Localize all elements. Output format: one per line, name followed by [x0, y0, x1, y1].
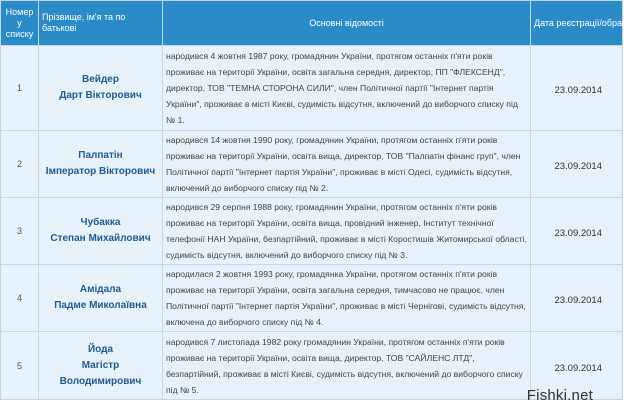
header-name: Прізвище, ім'я та по батькові [39, 1, 163, 46]
row-number: 5 [1, 332, 39, 400]
header-date: Дата реєстрації/обрання [531, 1, 623, 46]
candidate-given-name: Магістр [81, 359, 120, 371]
row-number: 2 [1, 131, 39, 198]
table-row [1, 265, 623, 332]
candidate-name [39, 332, 163, 400]
table-header-row [1, 1, 623, 46]
registration-date: 23.09.2014 [531, 332, 623, 400]
candidate-surname: Вейдер [82, 74, 119, 85]
candidate-patronymic: Володимирович [59, 375, 142, 387]
watermark-logo: Fishki.net [526, 387, 593, 404]
candidate-info: народився 4 жовтня 1987 року, громадянин України, протягом останніх п'яти років проживає на території України, освіта загальна середня, директор, ПП "ФЛЕКСЕНД", директор, ТОВ "ТЕМНА СТОРОНА СИЛИ", член Політичної партії "Інтернет партія України", проживає в місті Києві, судимість відсутня, включений до виборчого списку під № 1. [163, 46, 531, 131]
row-number: 1 [1, 46, 39, 131]
candidate-given-name: Імператор Вікторович [45, 166, 156, 177]
candidate-info: народився 7 листопада 1982 року громадянин України, протягом останніх п'яти років проживає на території України, освіта вища, директор, ТОВ "САЙЛЕНС ЛТД", безпартійний, проживає в місті Києві, судимість відсутня, включений до виборчого списку під № 5. [163, 332, 531, 400]
candidate-surname: Йода [87, 343, 114, 355]
candidate-surname: Амідала [79, 284, 122, 295]
candidate-info: народився 14 жовтня 1990 року, громадянин України, протягом останніх п'яти років проживає на території України, освіта вища, директор, ТОВ "Палпатін фінанс груп", член Політичної партії "Інтернет партія України", проживає в місті Одесі, судимість відсутня, включений до виборчого списку під № 2. [163, 131, 531, 198]
candidate-info: народився 29 серпня 1988 року, громадянин України, протягом останніх п'яти років проживає на території України, освіта вища, провідний інженер, Інститут технічної телефонії НАН України, безпартійний, проживає в місті Коростишів Житомирської області, судимість відсутня, включений до виборчого списку під № 3. [163, 198, 531, 265]
candidate-name [39, 265, 163, 332]
header-info: Основні відомості [163, 1, 531, 46]
registration-date: 23.09.2014 [531, 198, 623, 265]
candidate-surname: Чубакка [80, 217, 121, 228]
candidate-name [39, 131, 163, 198]
candidate-given-name: Степан Михайлович [50, 233, 151, 244]
candidate-surname: Палпатін [78, 150, 123, 161]
table-row [1, 131, 623, 198]
registration-date: 23.09.2014 [531, 46, 623, 131]
registration-date: 23.09.2014 [531, 131, 623, 198]
table-row [1, 198, 623, 265]
candidate-given-name: Дарт Вікторович [59, 90, 142, 101]
row-number: 4 [1, 265, 39, 332]
candidate-info: народилася 2 жовтня 1993 року, громадянка України, протягом останніх п'яти років проживає на території України, освіта загальна середня, тимчасово не працює, член Політичної партії "Інтернет партія України", проживає в місті Чернігові, судимість відсутня, включена до виборчого списку під № 4. [163, 265, 531, 332]
candidate-given-name: Падме Миколаївна [54, 300, 147, 311]
registration-date: 23.09.2014 [531, 265, 623, 332]
header-number: Номер у списку [1, 1, 39, 46]
candidate-name [39, 46, 163, 131]
table-row [1, 46, 623, 131]
row-number: 3 [1, 198, 39, 265]
candidate-name [39, 198, 163, 265]
